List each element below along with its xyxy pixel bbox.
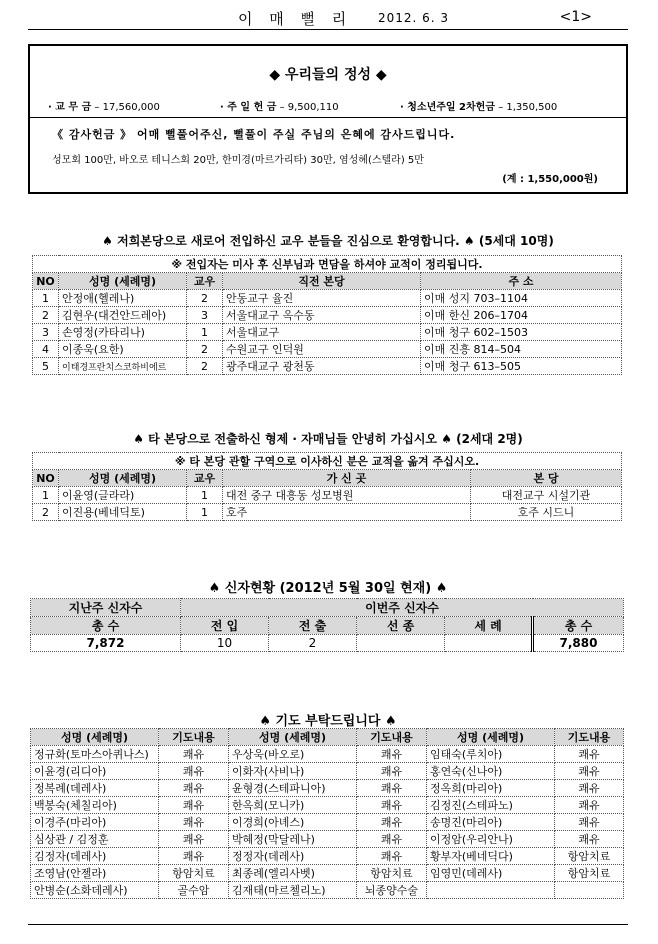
transfer-out-table — [32, 452, 622, 521]
prayer-name: 정옥희(마리아) — [427, 780, 555, 797]
prayer-name: 한옥희(모니카) — [229, 797, 357, 814]
table-row: 2 이진용(베네딕토) 1 호주 호주 시드니 — [33, 504, 622, 521]
prayer-name: 김정진(스테파노) — [427, 797, 555, 814]
last-week-header: 지난주 신자수 — [31, 599, 181, 617]
col-header: 성명 (세례명) — [59, 470, 187, 487]
col-header: 전 출 — [269, 617, 357, 635]
col-header: 본 당 — [471, 470, 622, 487]
prayer-reason: 쾌유 — [357, 831, 427, 848]
transfer-in-table — [32, 255, 622, 375]
this-week-header: 이번주 신자수 — [181, 599, 624, 617]
prayer-reason: 골수암 — [159, 882, 229, 899]
prayer-name: 최종례(엘리사벳) — [229, 865, 357, 882]
table-row — [31, 848, 624, 865]
page-number: <1> — [559, 9, 592, 25]
table-row — [31, 831, 624, 848]
bulletin-date: 2012. 6. 3 — [378, 11, 450, 25]
col-header: 주 소 — [421, 273, 622, 290]
offering-item: · 청소년주일 2차헌금 – 1,350,500 — [400, 102, 558, 113]
believers-title: ♠ 신자현황 (2012년 5월 30일 현재) ♠ — [208, 581, 448, 596]
believers-table — [30, 598, 624, 652]
prayer-reason: 쾌유 — [159, 763, 229, 780]
prayer-reason: 쾌유 — [555, 797, 624, 814]
col-header: 기도내용 — [555, 729, 624, 746]
table-row — [31, 865, 624, 882]
prayer-reason: 쾌유 — [159, 746, 229, 763]
prayer-name: 우상욱(바오로) — [229, 746, 357, 763]
donor-list: 성모회 100만, 바오로 테니스회 20만, 한미경(마르가리타) 30만, 염성혜(스텔라) 5만 — [52, 155, 424, 166]
prayer-reason — [555, 882, 624, 899]
table-row — [31, 746, 624, 763]
col-header: 성명 (세례명) — [31, 729, 159, 746]
thanks-offering: 《 감사헌금 》 어매 뻘풀어주신, 뻘풀이 주실 주님의 은혜에 감사드립니다. — [52, 128, 456, 141]
transfer-out-title: ♠ 타 본당으로 전출하신 형제 · 자매님들 안녕히 가십시오 ♠ (2세대 2명) — [133, 432, 523, 446]
prayer-reason: 쾌유 — [357, 780, 427, 797]
prayer-reason: 쾌유 — [159, 848, 229, 865]
col-header: 총 수 — [533, 617, 624, 635]
prayer-name: 정규화(토마스아퀴나스) — [31, 746, 159, 763]
prayer-reason: 쾌유 — [159, 780, 229, 797]
col-header: 성명 (세례명) — [427, 729, 555, 746]
table-row: 1 안정애(헬레나) 2 안동교구 율진 이매 성지 703–1104 — [33, 290, 622, 307]
footer-rule — [28, 924, 628, 925]
offerings-title: ◆ 우리들의 정성 ◆ — [269, 67, 387, 83]
prayer-reason: 쾌유 — [357, 797, 427, 814]
col-header: NO — [33, 273, 59, 290]
prayer-name: 조영남(안젤라) — [31, 865, 159, 882]
prayer-name: 이화자(사비나) — [229, 763, 357, 780]
prayer-name: 이정암(우리안나) — [427, 831, 555, 848]
prayer-name: 이경희(아녜스) — [229, 814, 357, 831]
prayer-reason: 항암치료 — [159, 865, 229, 882]
offering-total: (계 : 1,550,000원) — [502, 174, 598, 185]
prayer-reason: 쾌유 — [357, 848, 427, 865]
prayer-reason: 항암치료 — [555, 865, 624, 882]
table-row: 3 손영정(카타리나) 1 서울대교구 이매 청구 602–1503 — [33, 324, 622, 341]
prayer-reason: 쾌유 — [357, 763, 427, 780]
table-row — [31, 763, 624, 780]
col-header: 교우 — [187, 470, 223, 487]
prayer-name: 김정자(데레사) — [31, 848, 159, 865]
prayer-name: 송명진(마리아) — [427, 814, 555, 831]
prayer-title: ♠ 기도 부탁드립니다 ♠ — [259, 714, 397, 729]
table-row — [31, 814, 624, 831]
col-header: 직전 본당 — [223, 273, 421, 290]
prayer-reason: 쾌유 — [357, 746, 427, 763]
col-header: 교우 — [187, 273, 223, 290]
col-header: 총 수 — [31, 617, 181, 635]
prayer-name: 심상관 / 김정훈 — [31, 831, 159, 848]
col-header: NO — [33, 470, 59, 487]
prayer-reason: 쾌유 — [555, 831, 624, 848]
prayer-reason: 쾌유 — [555, 746, 624, 763]
prayer-reason: 쾌유 — [555, 763, 624, 780]
prayer-name: 이윤경(리디아) — [31, 763, 159, 780]
col-header: 전 입 — [181, 617, 269, 635]
header-rule — [28, 29, 628, 30]
prayer-name: 김재태(마르첼리노) — [229, 882, 357, 899]
offering-item: · 주 일 헌 금 – 9,500,110 — [220, 102, 339, 113]
col-header: 성명 (세례명) — [229, 729, 357, 746]
transfer-out-note: ※ 타 본당 관할 구역으로 이사하신 분은 교적을 옮겨 주십시오. — [33, 453, 622, 470]
table-row: 5 이태경프란치스코하비에르 2 광주대교구 광천동 이매 청구 613–505 — [33, 358, 622, 375]
prayer-reason: 쾌유 — [555, 814, 624, 831]
prayer-name: 박혜정(막달레나) — [229, 831, 357, 848]
prayer-reason: 쾌유 — [159, 831, 229, 848]
prayer-name: 안병순(소화데레사) — [31, 882, 159, 899]
prayer-table — [30, 728, 624, 899]
col-header: 기도내용 — [357, 729, 427, 746]
col-header: 가 신 곳 — [223, 470, 471, 487]
prayer-name: 이경주(마리아) — [31, 814, 159, 831]
offering-item: · 교 무 금 – 17,560,000 — [48, 102, 160, 113]
prayer-name — [427, 882, 555, 899]
prayer-reason: 뇌종양수술 — [357, 882, 427, 899]
transfer-in-title: ♠ 저희본당으로 새로어 전입하신 교우 분들을 진심으로 환영합니다. ♠ (5세대 10명) — [102, 234, 554, 248]
bulletin-title: 이 매 뻘 리 — [238, 10, 353, 28]
col-header: 세 례 — [445, 617, 533, 635]
prayer-name: 홍연숙(신나아) — [427, 763, 555, 780]
table-row: 4 이종욱(요한) 2 수원교구 인덕원 이매 진흥 814–504 — [33, 341, 622, 358]
divider — [30, 117, 626, 118]
prayer-reason: 쾌유 — [159, 797, 229, 814]
col-header: 기도내용 — [159, 729, 229, 746]
col-header: 성명 (세례명) — [59, 273, 187, 290]
prayer-reason: 쾌유 — [159, 814, 229, 831]
prayer-reason: 쾌유 — [555, 780, 624, 797]
prayer-name: 황부자(베네딕다) — [427, 848, 555, 865]
prayer-name: 임태숙(루치아) — [427, 746, 555, 763]
col-header: 선 종 — [357, 617, 445, 635]
page-header — [28, 6, 628, 28]
prayer-reason: 항암치료 — [555, 848, 624, 865]
prayer-name: 백봉숙(체칠리아) — [31, 797, 159, 814]
prayer-reason: 항암치료 — [357, 865, 427, 882]
prayer-reason: 쾌유 — [357, 814, 427, 831]
prayer-name: 윤형경(스테파니아) — [229, 780, 357, 797]
transfer-in-note: ※ 전입자는 미사 후 신부님과 면담을 하셔야 교적이 정리됩니다. — [33, 256, 622, 273]
table-row — [31, 780, 624, 797]
table-row: 7,872 10 2 7,880 — [31, 635, 624, 652]
prayer-name: 정복례(데레사) — [31, 780, 159, 797]
table-row — [31, 882, 624, 899]
prayer-name: 임영민(데레사) — [427, 865, 555, 882]
prayer-name: 정정자(데레사) — [229, 848, 357, 865]
table-row: 1 이윤영(글라라) 1 대전 중구 대흥동 성모병원 대전교구 시설기관 — [33, 487, 622, 504]
table-row: 2 김현우(대건안드레아) 3 서울대교구 옥수동 이매 한신 206–1704 — [33, 307, 622, 324]
table-row — [31, 797, 624, 814]
offerings-box — [28, 44, 628, 194]
